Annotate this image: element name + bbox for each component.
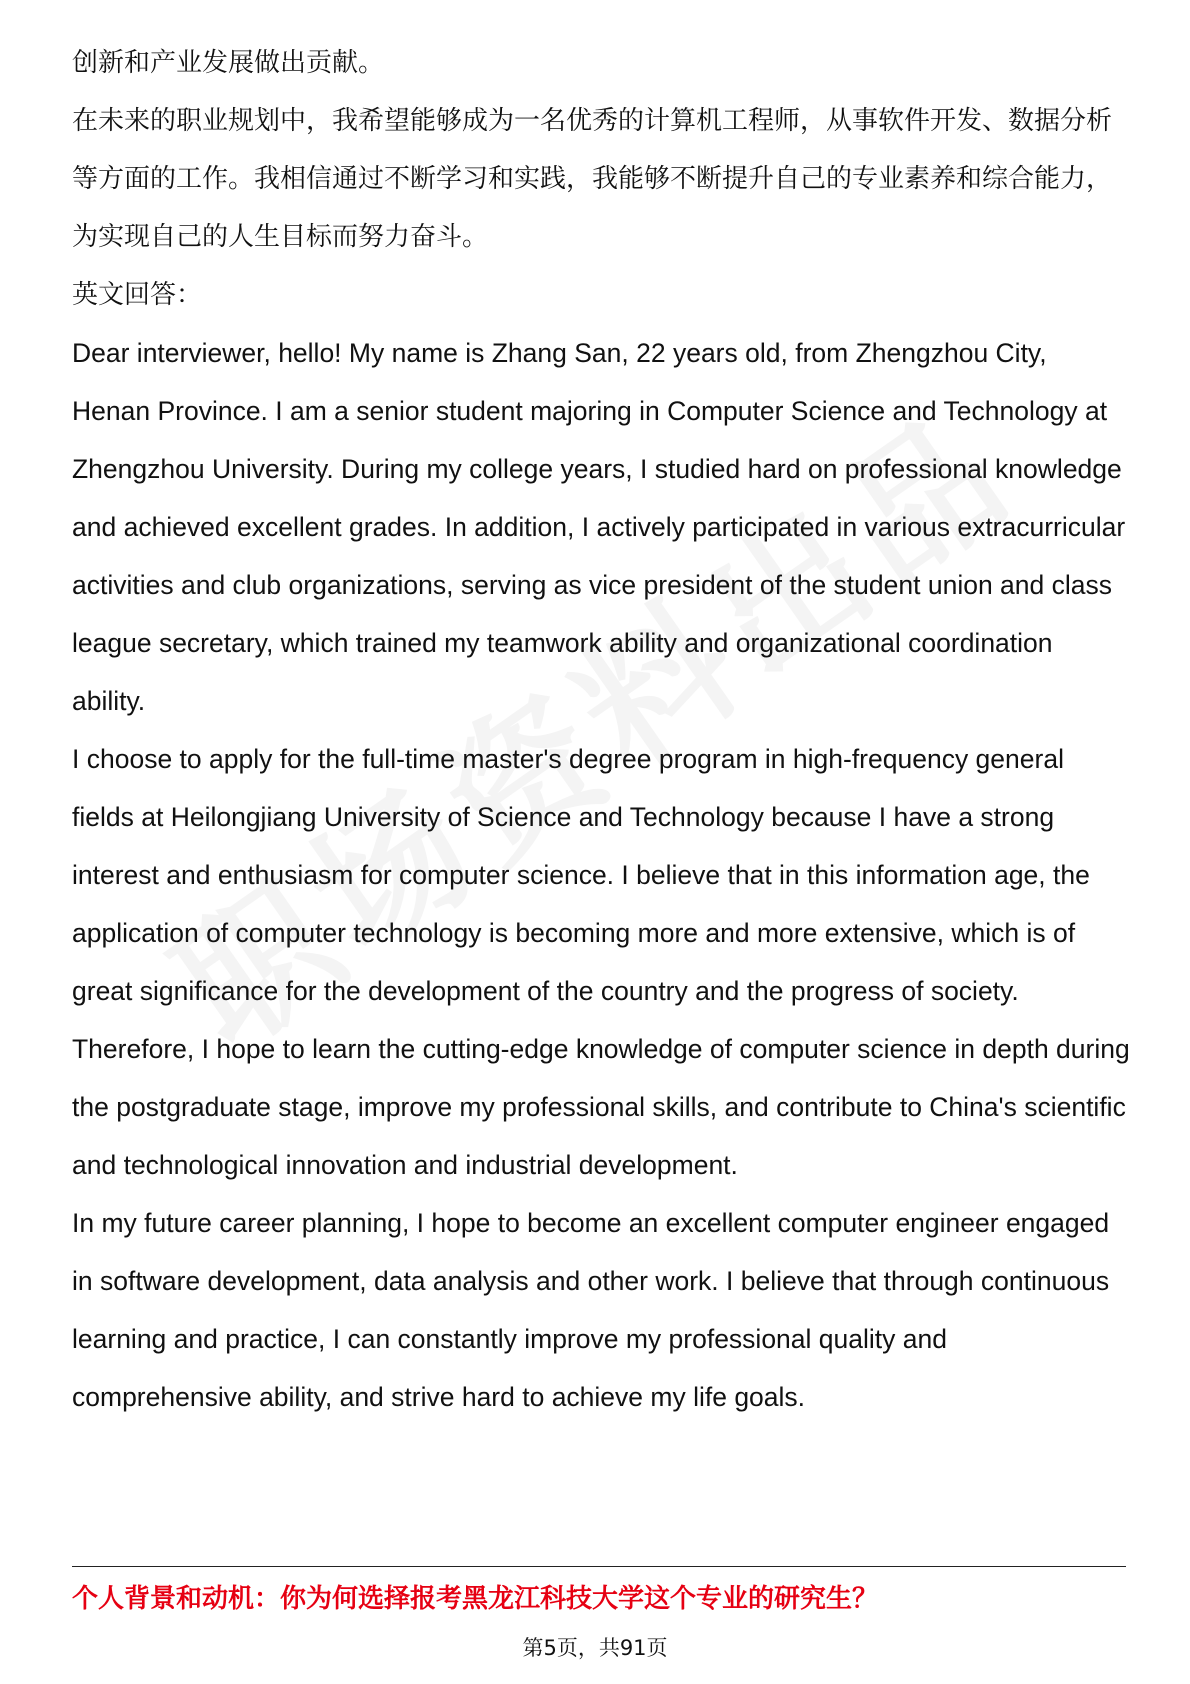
english-answer-heading: 英文回答： bbox=[72, 280, 203, 310]
paragraph-english-career: In my future career planning, I hope to become an excellent computer engineer engaged in software development, data analysis and other work. I believe that through continuous learning and practice, I can constantly improve my professional quality and comprehensive ability, and strive hard to achieve my life goals. bbox=[72, 1208, 1110, 1412]
paragraph-chinese-career: 在未来的职业规划中，我希望能够成为一名优秀的计算机工程师，从事软件开发、数据分析等方面的工作。我相信通过不断学习和实践，我能够不断提升自己的专业素养和综合能力，为实现自己的人生目标而努力奋斗。 bbox=[72, 106, 1113, 252]
paragraph-chinese-continuation: 创新和产业发展做出贡献。 bbox=[72, 48, 385, 78]
paragraph-english-intro: Dear interviewer, hello! My name is Zhang San, 22 years old, from Zhengzhou City, Henan Province. I am a senior student majoring in Computer Science and Technology at Zhengzhou University. During my college years, I studied hard on professional knowledge and achieved excellent grades. In addition, I actively participated in various extracurricular activities and club organizations, serving as vice president of the student union and class league secretary, which trained my teamwork ability and organizational coordination ability. bbox=[72, 338, 1126, 716]
page-number: 第5页，共91页 bbox=[522, 1636, 668, 1660]
paragraph-english-motivation: I choose to apply for the full-time master's degree program in high-frequency general fields at Heilongjiang University of Science and Technology because I have a strong interest and enthusiasm for computer science. I believe that in this information age, the application of computer technology is becoming more and more extensive, which is of great significance for the development of the country and the progress of society. Therefore, I hope to learn the cutting-edge knowledge of computer science in depth during the postgraduate stage, improve my professional skills, and contribute to China's scientific and technological innovation and industrial development. bbox=[72, 744, 1130, 1180]
document-body bbox=[72, 34, 1132, 1426]
section-divider bbox=[72, 1566, 1126, 1567]
next-question-heading: 个人背景和动机：你为何选择报考黑龙江科技大学这个专业的研究生？ bbox=[72, 1584, 879, 1614]
